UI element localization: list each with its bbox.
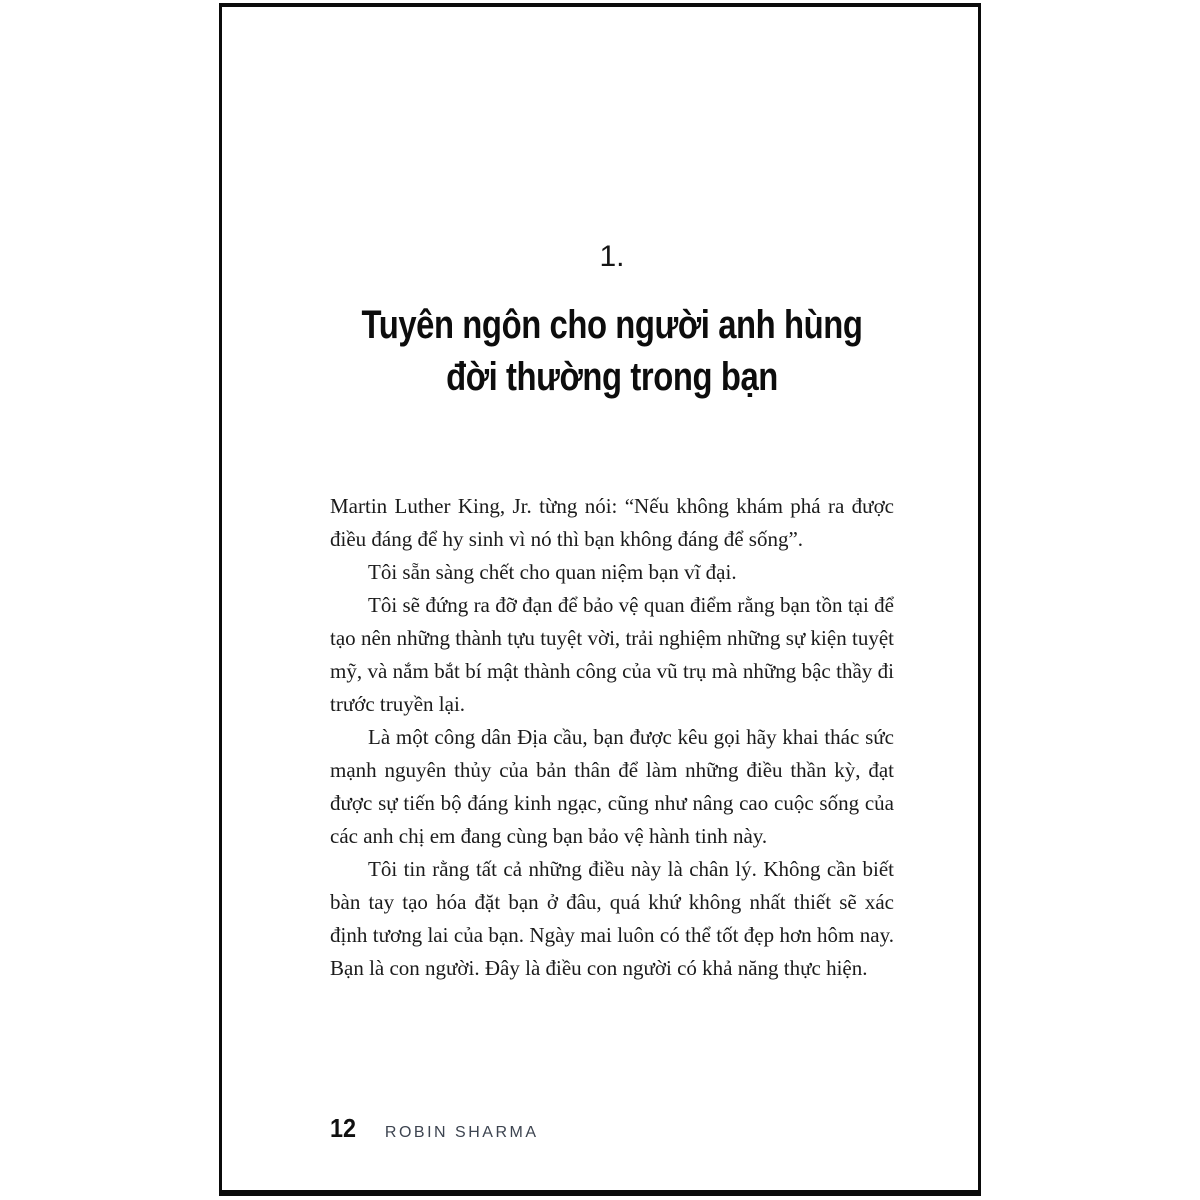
paragraph: Martin Luther King, Jr. từng nói: “Nếu không khám phá ra được điều đáng để hy sinh vì nó thì bạn không đáng để sống”. xyxy=(330,494,894,551)
paragraph: Tôi sẵn sàng chết cho quan niệm bạn vĩ đại. xyxy=(368,560,737,584)
paragraph: Tôi tin rằng tất cả những điều này là chân lý. Không cần biết bàn tay tạo hóa đặt bạn ở đâu, quá khứ không nhất thiết sẽ xác định tương lai của bạn. Ngày mai luôn có thể tốt đẹp hơn hôm nay. Bạn là con người. Đây là điều con người có khả năng thực hiện. xyxy=(330,857,894,980)
paragraph: Tôi sẽ đứng ra đỡ đạn để bảo vệ quan điểm rằng bạn tồn tại để tạo nên những thành tựu tuyệt vời, trải nghiệm những sự kiện tuyệt mỹ, và nắm bắt bí mật thành công của vũ trụ mà những bậc thầy đi trước truyền lại. xyxy=(330,593,894,716)
page-footer xyxy=(330,1113,894,1144)
book-page xyxy=(219,3,981,1196)
chapter-number: 1. xyxy=(599,240,625,273)
running-title-author: ROBIN SHARMA xyxy=(384,1124,539,1141)
chapter-title-line-2: đời thường trong bạn xyxy=(446,355,778,399)
body-text xyxy=(330,490,894,985)
page-number: 12 xyxy=(330,1113,357,1143)
paragraph: Là một công dân Địa cầu, bạn được kêu gọi hãy khai thác sức mạnh nguyên thủy của bản thân để làm những điều thần kỳ, đạt được sự tiến bộ đáng kinh ngạc, cũng như nâng cao cuộc sống của các anh chị em đang cùng bạn bảo vệ hành tinh này. xyxy=(330,725,894,848)
chapter-title xyxy=(315,299,909,403)
chapter-title-line-1: Tuyên ngôn cho người anh hùng xyxy=(361,303,863,347)
